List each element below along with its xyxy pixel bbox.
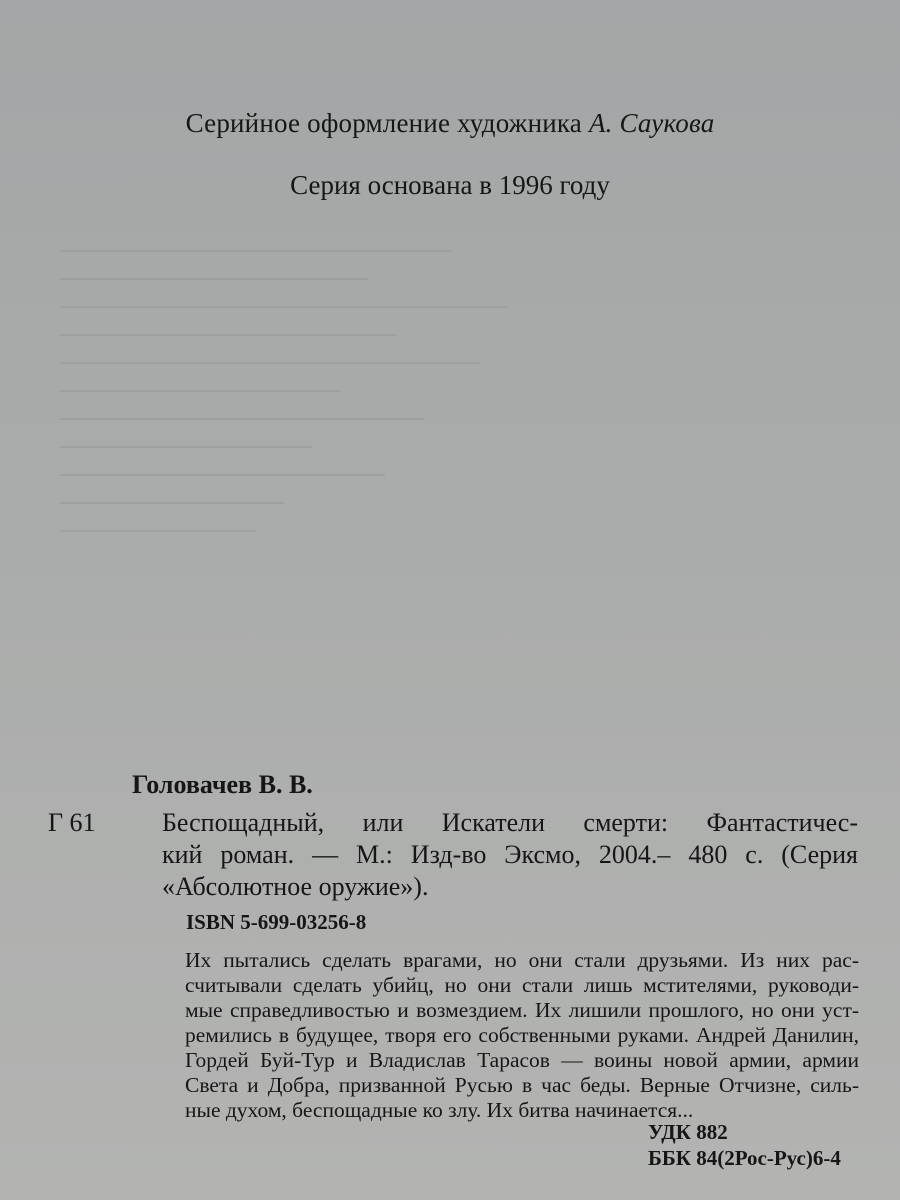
description-line-3: «Абсолютное оружие»). xyxy=(162,872,429,901)
series-design-credit xyxy=(0,108,900,139)
bbk-code: ББК 84(2Рос-Рус)6-4 xyxy=(648,1146,841,1170)
annotation-line: ремились в будущее, творя его собственными руками. Андрей Данилин, xyxy=(185,1023,859,1047)
annotation-line: Света и Добра, призванной Русью в час беды. Верные Отчизне, силь- xyxy=(185,1073,859,1097)
catalog-code: Г 61 xyxy=(48,808,96,837)
annotation-line: Гордей Буй-Тур и Владислав Тарасов — воины новой армии, армии xyxy=(185,1048,859,1072)
annotation-line: ные духом, беспощадные ко злу. Их битва начинается... xyxy=(185,1098,694,1122)
credit-artist: А. Саукова xyxy=(588,108,715,138)
credit-prefix: Серийное оформление художника xyxy=(185,108,582,138)
author-heading: Головачев В. В. xyxy=(132,770,313,799)
annotation-line: считывали сделать убийц, но они стали лишь мстителями, руководи- xyxy=(185,973,859,997)
description-line-2: кий роман. — М.: Изд-во Эксмо, 2004.– 480 с. (Серия xyxy=(162,840,858,869)
series-founded: Серия основана в 1996 году xyxy=(290,170,610,200)
description-line-1: Беспощадный, или Искатели смерти: Фантастичес- xyxy=(162,808,858,837)
annotation-line: мые справедливостью и возмездием. Их лишили прошлого, но они уст- xyxy=(185,998,859,1022)
isbn: ISBN 5-699-03256-8 xyxy=(186,910,367,934)
udk-code: УДК 882 xyxy=(648,1120,728,1144)
annotation-line: Их пытались сделать врагами, но они стали друзьями. Из них рас- xyxy=(185,948,859,972)
show-through-text xyxy=(60,250,620,670)
